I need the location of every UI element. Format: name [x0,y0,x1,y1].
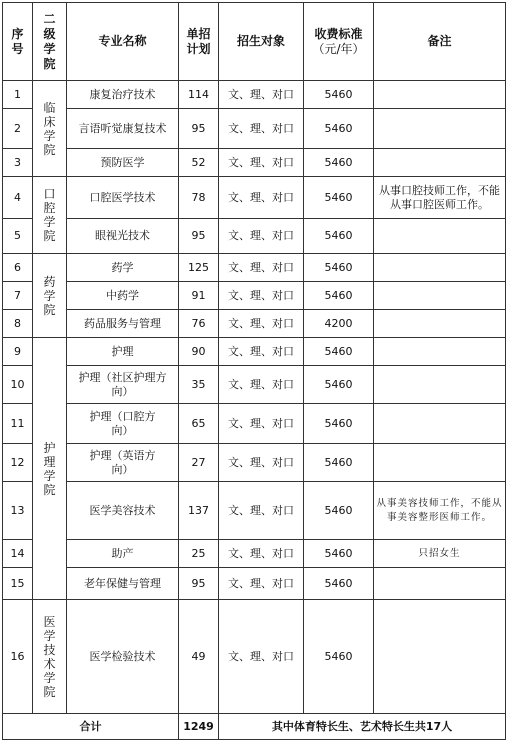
row-note [374,219,506,254]
row-note: 只招女生 [374,540,506,568]
row-fee: 5460 [304,149,374,177]
total-plan: 1249 [179,714,219,740]
row-target: 文、理、对口 [219,540,304,568]
header-major: 专业名称 [67,3,179,81]
row-seq: 3 [3,149,33,177]
row-seq: 7 [3,282,33,310]
row-major: 医学检验技术 [67,600,179,714]
college-nursing: 护理学院 [33,338,67,600]
row-plan: 52 [179,149,219,177]
row-fee: 5460 [304,109,374,149]
row-plan: 35 [179,366,219,404]
row-target: 文、理、对口 [219,568,304,600]
row-seq: 6 [3,254,33,282]
row-plan: 25 [179,540,219,568]
college-pharmacy: 药学院 [33,254,67,338]
row-fee: 5460 [304,444,374,482]
row-plan: 95 [179,109,219,149]
row-fee: 5460 [304,219,374,254]
enrollment-table [2,2,506,740]
row-fee: 5460 [304,540,374,568]
table-row [3,338,506,366]
row-seq: 1 [3,81,33,109]
row-fee: 5460 [304,177,374,219]
row-target: 文、理、对口 [219,600,304,714]
table-row [3,254,506,282]
row-major: 医学美容技术 [67,482,179,540]
row-major: 护理（英语方向） [67,444,179,482]
row-major: 预防医学 [67,149,179,177]
total-note: 其中体育特长生、艺术特长生共17人 [219,714,506,740]
row-target: 文、理、对口 [219,338,304,366]
total-label: 合计 [3,714,179,740]
table-row [3,482,506,540]
row-target: 文、理、对口 [219,109,304,149]
row-seq: 14 [3,540,33,568]
row-seq: 4 [3,177,33,219]
row-target: 文、理、对口 [219,177,304,219]
row-major: 中药学 [67,282,179,310]
row-target: 文、理、对口 [219,444,304,482]
row-target: 文、理、对口 [219,149,304,177]
row-plan: 76 [179,310,219,338]
row-target: 文、理、对口 [219,366,304,404]
row-note [374,310,506,338]
table-row [3,404,506,444]
header-plan: 单招计划 [179,3,219,81]
row-major: 眼视光技术 [67,219,179,254]
row-plan: 65 [179,404,219,444]
row-seq: 15 [3,568,33,600]
row-note [374,568,506,600]
row-seq: 10 [3,366,33,404]
row-plan: 95 [179,219,219,254]
row-note [374,404,506,444]
table-row [3,177,506,219]
header-target: 招生对象 [219,3,304,81]
row-seq: 13 [3,482,33,540]
row-note [374,366,506,404]
row-target: 文、理、对口 [219,482,304,540]
row-seq: 2 [3,109,33,149]
row-major: 护理（社区护理方向） [67,366,179,404]
row-plan: 95 [179,568,219,600]
row-note [374,282,506,310]
row-fee: 5460 [304,366,374,404]
row-major: 口腔医学技术 [67,177,179,219]
college-medtech: 医学技术学院 [33,600,67,714]
row-note [374,444,506,482]
table-row [3,366,506,404]
row-target: 文、理、对口 [219,310,304,338]
table-row [3,310,506,338]
row-plan: 137 [179,482,219,540]
total-row [3,714,506,740]
header-seq: 序号 [3,3,33,81]
table-row [3,149,506,177]
row-fee: 5460 [304,482,374,540]
header-fee-unit: （元/年） [312,41,365,56]
row-target: 文、理、对口 [219,219,304,254]
row-major: 康复治疗技术 [67,81,179,109]
row-plan: 114 [179,81,219,109]
row-plan: 49 [179,600,219,714]
row-note [374,600,506,714]
row-fee: 5460 [304,282,374,310]
table-row [3,600,506,714]
row-note [374,254,506,282]
header-fee [304,3,374,81]
header-college: 二级学院 [33,3,67,81]
row-plan: 91 [179,282,219,310]
row-fee: 5460 [304,81,374,109]
row-plan: 125 [179,254,219,282]
row-fee: 5460 [304,568,374,600]
row-note [374,149,506,177]
row-seq: 8 [3,310,33,338]
row-note: 从事口腔技师工作，不能从事口腔医师工作。 [374,177,506,219]
row-fee: 5460 [304,600,374,714]
row-seq: 12 [3,444,33,482]
row-target: 文、理、对口 [219,81,304,109]
row-major: 护理 [67,338,179,366]
table-row [3,109,506,149]
header-note: 备注 [374,3,506,81]
row-seq: 11 [3,404,33,444]
row-target: 文、理、对口 [219,254,304,282]
row-seq: 9 [3,338,33,366]
table-row [3,219,506,254]
row-seq: 16 [3,600,33,714]
row-plan: 27 [179,444,219,482]
college-clinical: 临床学院 [33,81,67,177]
row-fee: 5460 [304,404,374,444]
college-dental: 口腔学院 [33,177,67,254]
row-major: 药品服务与管理 [67,310,179,338]
row-major: 护理（口腔方向） [67,404,179,444]
row-major: 老年保健与管理 [67,568,179,600]
row-seq: 5 [3,219,33,254]
row-major: 助产 [67,540,179,568]
table-row [3,81,506,109]
row-target: 文、理、对口 [219,404,304,444]
table-row [3,540,506,568]
row-plan: 78 [179,177,219,219]
table-row [3,444,506,482]
header-row [3,3,506,81]
row-plan: 90 [179,338,219,366]
row-note [374,109,506,149]
table-row [3,568,506,600]
row-note [374,338,506,366]
row-note [374,81,506,109]
table-row [3,282,506,310]
row-target: 文、理、对口 [219,282,304,310]
row-fee: 5460 [304,338,374,366]
row-major: 药学 [67,254,179,282]
header-fee-label: 收费标准 [314,26,363,41]
row-fee: 4200 [304,310,374,338]
row-fee: 5460 [304,254,374,282]
row-major: 言语听觉康复技术 [67,109,179,149]
row-note: 从事美容技师工作，不能从事美容整形医师工作。 [374,482,506,540]
